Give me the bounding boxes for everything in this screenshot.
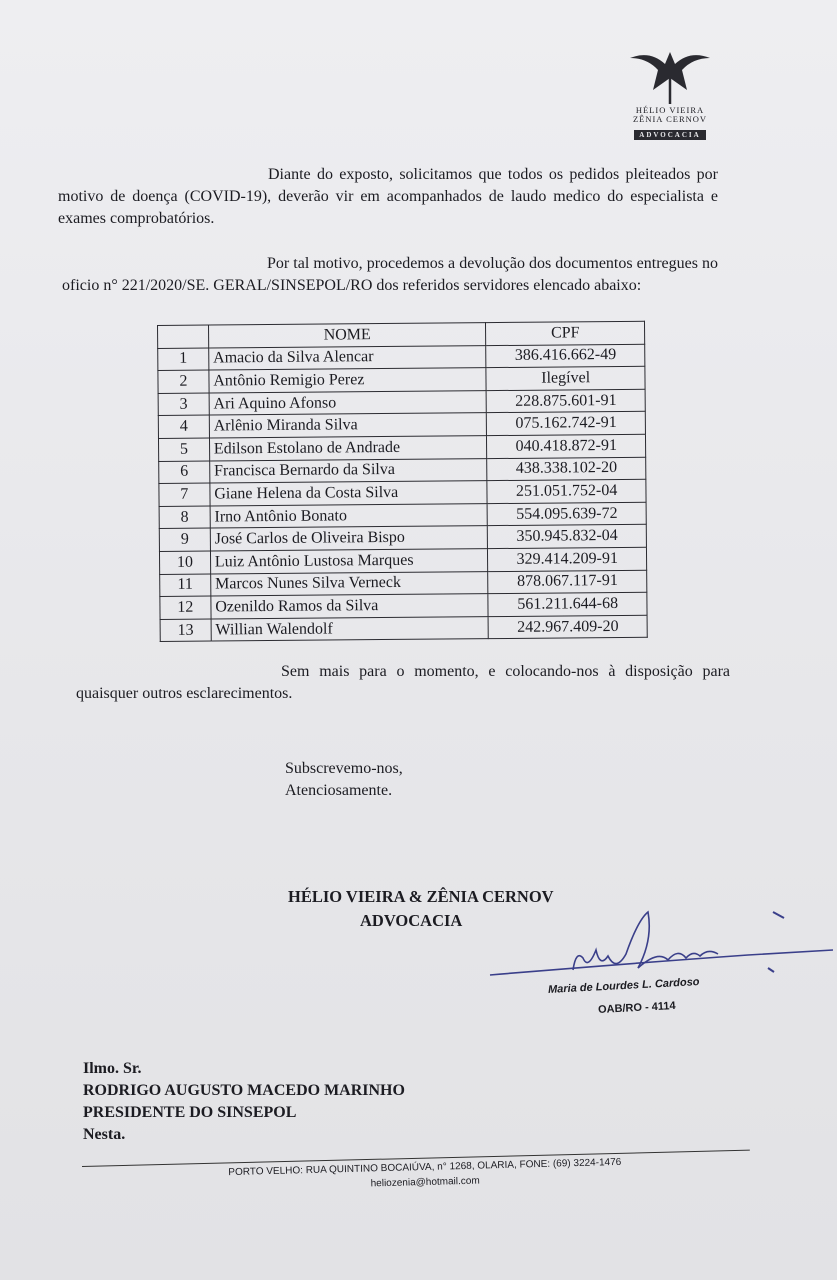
row-number: 11 <box>160 574 211 597</box>
row-number: 6 <box>159 461 210 484</box>
logo-line-1: HÉLIO VIEIRA <box>635 105 705 115</box>
signature-block <box>488 910 833 1030</box>
row-cpf: 040.418.872-91 <box>487 434 646 458</box>
firm-line-1: HÉLIO VIEIRA & ZÊNIA CERNOV <box>288 887 554 906</box>
row-cpf: 329.414.209-91 <box>488 547 647 571</box>
star-emblem-icon <box>625 44 715 106</box>
row-name: José Carlos de Oliveira Bispo <box>210 526 488 551</box>
footer <box>165 1153 686 1197</box>
table-row <box>160 615 647 642</box>
row-name: Amacio da Silva Alencar <box>209 345 487 370</box>
row-name: Arlênio Miranda Silva <box>209 413 487 438</box>
addressee-block <box>83 1058 405 1146</box>
footer-email: heliozenia@hotmail.com <box>370 1175 480 1190</box>
row-number: 9 <box>159 528 210 551</box>
row-number: 1 <box>158 348 209 371</box>
row-number: 13 <box>160 619 211 642</box>
row-cpf: 386.416.662-49 <box>486 344 645 368</box>
row-number: 7 <box>159 483 210 506</box>
row-cpf: 554.095.639-72 <box>487 502 646 526</box>
closing-line-1: Subscrevemo-nos, <box>285 760 403 777</box>
signer-oab: OAB/RO - 4114 <box>597 999 676 1017</box>
addressee-place: Nesta. <box>83 1126 126 1143</box>
firm-line-2: ADVOCACIA <box>360 911 463 930</box>
header-name: NOME <box>208 323 486 348</box>
addressee-name: RODRIGO AUGUSTO MACEDO MARINHO <box>83 1082 405 1099</box>
firm-logo <box>622 44 718 142</box>
row-name: Edilson Estolano de Andrade <box>209 436 487 461</box>
paragraph-return: Por tal motivo, procedemos a devolução dos documentos entregues no oficio n° 221/2020/SE. GERAL/SINSEPOL/RO dos referidos servidores elencado abaixo: <box>62 255 718 294</box>
row-cpf: 438.338.102-20 <box>487 457 646 481</box>
paragraph-closing: Sem mais para o momento, e colocando-nos à disposição para quaisquer outros esclarecimentos. <box>76 663 730 702</box>
row-name: Luiz Antônio Lustosa Marques <box>210 549 488 574</box>
row-cpf: 878.067.117-91 <box>488 570 647 594</box>
signer-name: Maria de Lourdes L. Cardoso <box>547 976 700 996</box>
row-name: Irno Antônio Bonato <box>210 503 488 528</box>
row-name: Antônio Remigio Perez <box>209 368 487 393</box>
row-name: Francisca Bernardo da Silva <box>209 458 487 483</box>
closing-block <box>285 758 403 802</box>
paragraph-request: Diante do exposto, solicitamos que todos os pedidos pleiteados por motivo de doença (COVID-19), deverão vir em acompanhados de laudo medico do especialista e exames comprobatórios. <box>58 166 718 227</box>
row-number: 8 <box>159 506 210 529</box>
logo-line-2: ZÊNIA CERNOV <box>632 114 708 124</box>
row-cpf: 242.967.409-20 <box>488 615 647 639</box>
table-body <box>158 344 648 642</box>
row-number: 12 <box>160 596 211 619</box>
logo-line-3: ADVOCACIA <box>634 130 705 140</box>
row-cpf: Ilegível <box>486 366 645 390</box>
row-name: Giane Helena da Costa Silva <box>210 481 488 506</box>
header-cpf: CPF <box>486 321 645 345</box>
row-cpf: 350.945.832-04 <box>488 525 647 549</box>
row-cpf: 561.211.644-68 <box>488 592 647 616</box>
row-name: Marcos Nunes Silva Verneck <box>210 571 488 596</box>
header-num <box>158 325 209 348</box>
servers-table <box>157 321 648 643</box>
closing-line-2: Atenciosamente. <box>285 782 393 799</box>
row-name: Ari Aquino Afonso <box>209 390 487 415</box>
addressee-salutation: Ilmo. Sr. <box>83 1060 142 1077</box>
row-number: 4 <box>158 415 209 438</box>
row-number: 5 <box>158 438 209 461</box>
row-cpf: 228.875.601-91 <box>487 389 646 413</box>
row-cpf: 075.162.742-91 <box>487 412 646 436</box>
addressee-title: PRESIDENTE DO SINSEPOL <box>83 1104 297 1121</box>
row-name: Ozenildo Ramos da Silva <box>211 594 489 619</box>
row-cpf: 251.051.752-04 <box>487 479 646 503</box>
row-name: Willian Walendolf <box>211 616 489 641</box>
row-number: 2 <box>158 370 209 393</box>
row-number: 10 <box>159 551 210 574</box>
footer-address: PORTO VELHO: RUA QUINTINO BOCAIÚVA, n° 1268, OLARIA, FONE: (69) 3224-1476 <box>228 1156 622 1179</box>
row-number: 3 <box>158 393 209 416</box>
